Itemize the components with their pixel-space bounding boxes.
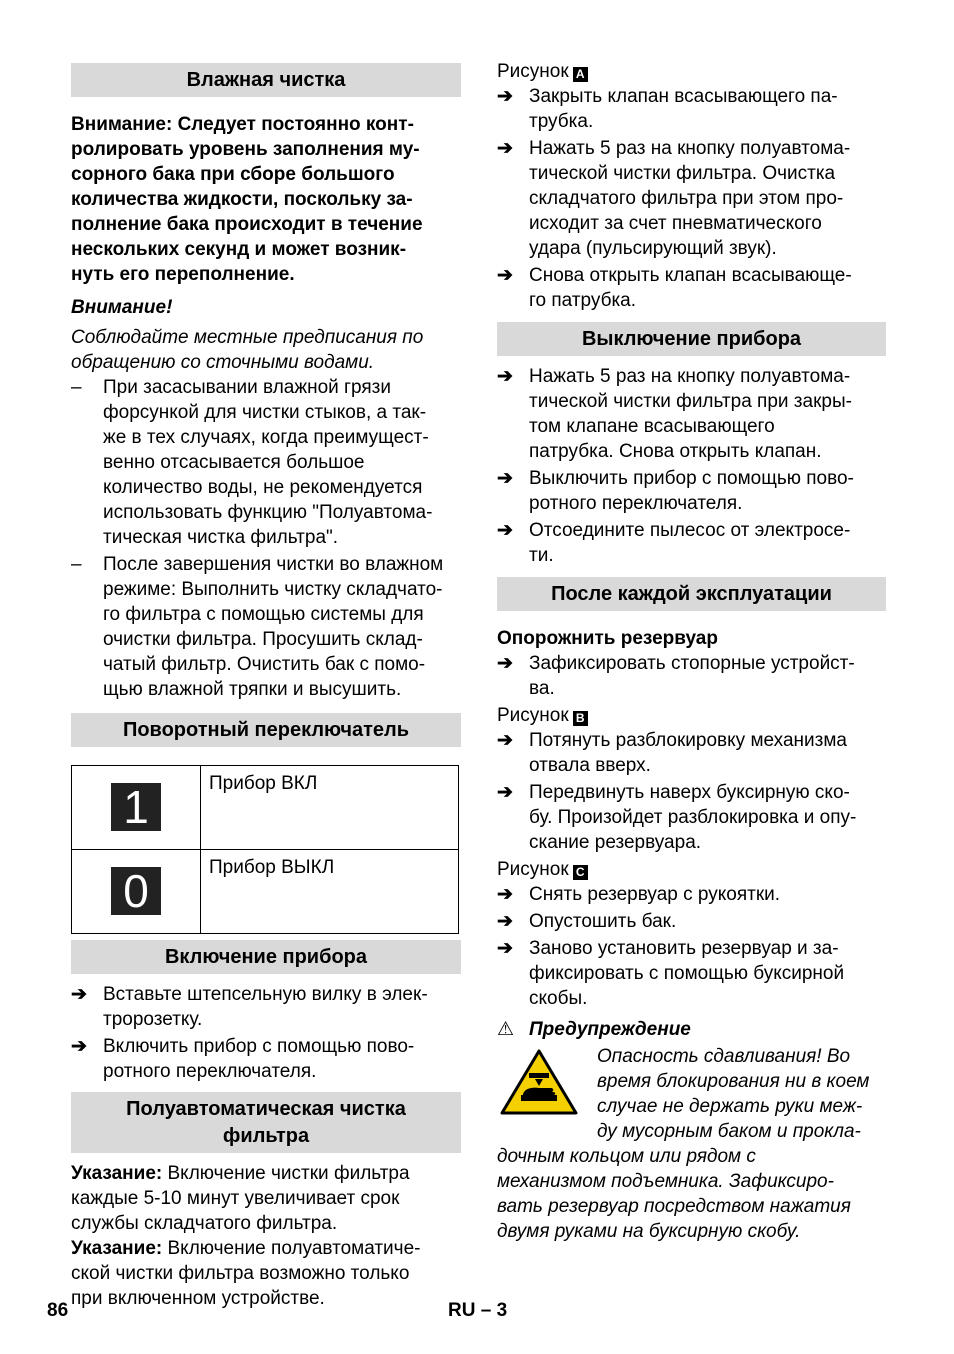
- arrow-right-icon: ➔: [497, 884, 513, 905]
- heading-semi-auto-clean: Полуавтоматическая чистка фильтра: [71, 1092, 461, 1153]
- step-a-3: ➔ Снова открыть клапан всасывающе- го патрубка.: [497, 265, 852, 311]
- arrow-right-icon: ➔: [497, 938, 513, 959]
- step-c-1: ➔ Снять резервуар с рукоятки.: [497, 884, 781, 905]
- step-c-3: ➔ Заново установить резервуар и за- фиксировать с помощью буксирной скобы.: [497, 938, 845, 1009]
- note-1: Указание: Включение чистки фильтра каждые 5-10 минут увеличивает срок службы складчатого фильтра.: [71, 1163, 410, 1234]
- heading-rotary-switch: Поворотный переключатель: [71, 713, 461, 747]
- heading-switch-on: Включение прибора: [71, 940, 461, 974]
- arrow-right-icon: ➔: [71, 984, 87, 1005]
- rotary-switch-table: [71, 765, 459, 934]
- step-b-1: ➔ Потянуть разблокировку механизма отвала вверх.: [497, 730, 847, 776]
- arrow-right-icon: ➔: [497, 782, 513, 803]
- figure-b-ref: Рисунок B: [497, 703, 886, 728]
- step-off-3: ➔ Отсоедините пылесос от электросе- ти.: [497, 520, 851, 566]
- step-switch-on-1: ➔ Вставьте штепсельную вилку в элек- тророзетку.: [71, 984, 428, 1030]
- attention-bold-text: Внимание: Следует постоянно конт- ролировать уровень заполнения му- сорного бака при сборе большого количества жидкости, поскольку за- полнение бака происходит в течение нескольких секунд и может возник- нуть его переполнение.: [71, 114, 423, 285]
- heading-after-use: После каждой эксплуатации: [497, 577, 886, 611]
- figure-c-ref: Рисунок C: [497, 857, 886, 882]
- step-lock: ➔ Зафиксировать стопорные устройст- ва.: [497, 653, 855, 699]
- arrow-right-icon: ➔: [497, 265, 513, 286]
- step-b-2: ➔ Передвинуть наверх буксирную ско- бу. Произойдет разблокировка и опу- скание резервуара.: [497, 782, 857, 853]
- step-a-1: ➔ Закрыть клапан всасывающего па- трубка.: [497, 86, 838, 132]
- note-2: Указание: Включение полуавтоматиче- ской чистки фильтра возможно только при включенном устройстве.: [71, 1238, 421, 1309]
- arrow-right-icon: ➔: [497, 86, 513, 107]
- arrow-right-icon: ➔: [497, 520, 513, 541]
- warning-rest-text: дочным кольцом или рядом с механизмом подъемника. Зафиксиро- вать резервуар посредством нажатия двумя руками на буксирную скобу.: [497, 1146, 851, 1242]
- switch-position-0-icon: 0: [111, 867, 161, 915]
- attention-label: Внимание!: [71, 297, 173, 318]
- warning-side-text: Опасность сдавливания! Во время блокирования ни в коем случае не держать руки меж- ду мусорным баком и прокла-: [597, 1046, 870, 1142]
- table-row: [72, 850, 459, 934]
- switch-position-1-icon: 1: [111, 783, 161, 831]
- step-off-1: ➔ Нажать 5 раз на кнопку полуавтома- тической чистки фильтра при закры- том клапане всасывающего патрубка. Снова открыть клапан.: [497, 366, 852, 462]
- step-c-2: ➔ Опустошить бак.: [497, 911, 677, 932]
- heading-wet-clean: Влажная чистка: [71, 63, 461, 97]
- switch-on-text: Прибор ВКЛ: [201, 766, 459, 850]
- figure-letter-b: B: [573, 711, 588, 726]
- dash-item-2: – После завершения чистки во влажном режиме: Выполнить чистку складчато- го фильтра с помощью системы для очистки фильтра. Просушить склад- чатый фильтр. Очистить бак с помо- щью влажной тряпки и высушить.: [71, 552, 461, 702]
- hand-crush-hazard-icon: [499, 1048, 579, 1116]
- step-switch-on-2: ➔ Включить прибор с помощью пово- ротного переключателя.: [71, 1036, 415, 1082]
- dash-item-1: – При засасывании влажной грязи форсункой для чистки стыков, а так- же в тех случаях, когда преимущест- венно отсасывается большое количество воды, не рекомендуется использовать функцию "Полуавтома- тическая чистка фильтра".: [71, 375, 461, 550]
- switch-off-text: Прибор ВЫКЛ: [201, 850, 459, 934]
- figure-letter-a: A: [573, 67, 588, 82]
- arrow-right-icon: ➔: [497, 366, 513, 387]
- attention-italic-text: Соблюдайте местные предписания по обращению со сточными водами.: [71, 327, 424, 373]
- warning-block: [497, 1044, 886, 1144]
- table-row: [72, 766, 459, 850]
- arrow-right-icon: ➔: [497, 138, 513, 159]
- step-off-2: ➔ Выключить прибор с помощью пово- ротного переключателя.: [497, 468, 854, 514]
- page-number: 86: [47, 1300, 69, 1321]
- subheading-empty-tank: Опорожнить резервуар: [497, 628, 718, 649]
- arrow-right-icon: ➔: [71, 1036, 87, 1057]
- figure-a-ref: Рисунок A: [497, 59, 886, 84]
- heading-switch-off: Выключение прибора: [497, 322, 886, 356]
- warning-heading: ⚠ Предупреждение: [497, 1019, 691, 1040]
- figure-letter-c: C: [573, 865, 588, 880]
- section-label: RU – 3: [448, 1300, 508, 1321]
- arrow-right-icon: ➔: [497, 911, 513, 932]
- arrow-right-icon: ➔: [497, 468, 513, 489]
- arrow-right-icon: ➔: [497, 730, 513, 751]
- warning-triangle-icon: ⚠: [497, 1019, 515, 1040]
- step-a-2: ➔ Нажать 5 раз на кнопку полуавтома- тической чистки фильтра. Очистка складчатого фильтра при этом про- исходит за счет пневматического удара (пульсирующий звук).: [497, 138, 851, 259]
- arrow-right-icon: ➔: [497, 653, 513, 674]
- left-column: [71, 63, 461, 1311]
- right-column: [497, 59, 886, 1244]
